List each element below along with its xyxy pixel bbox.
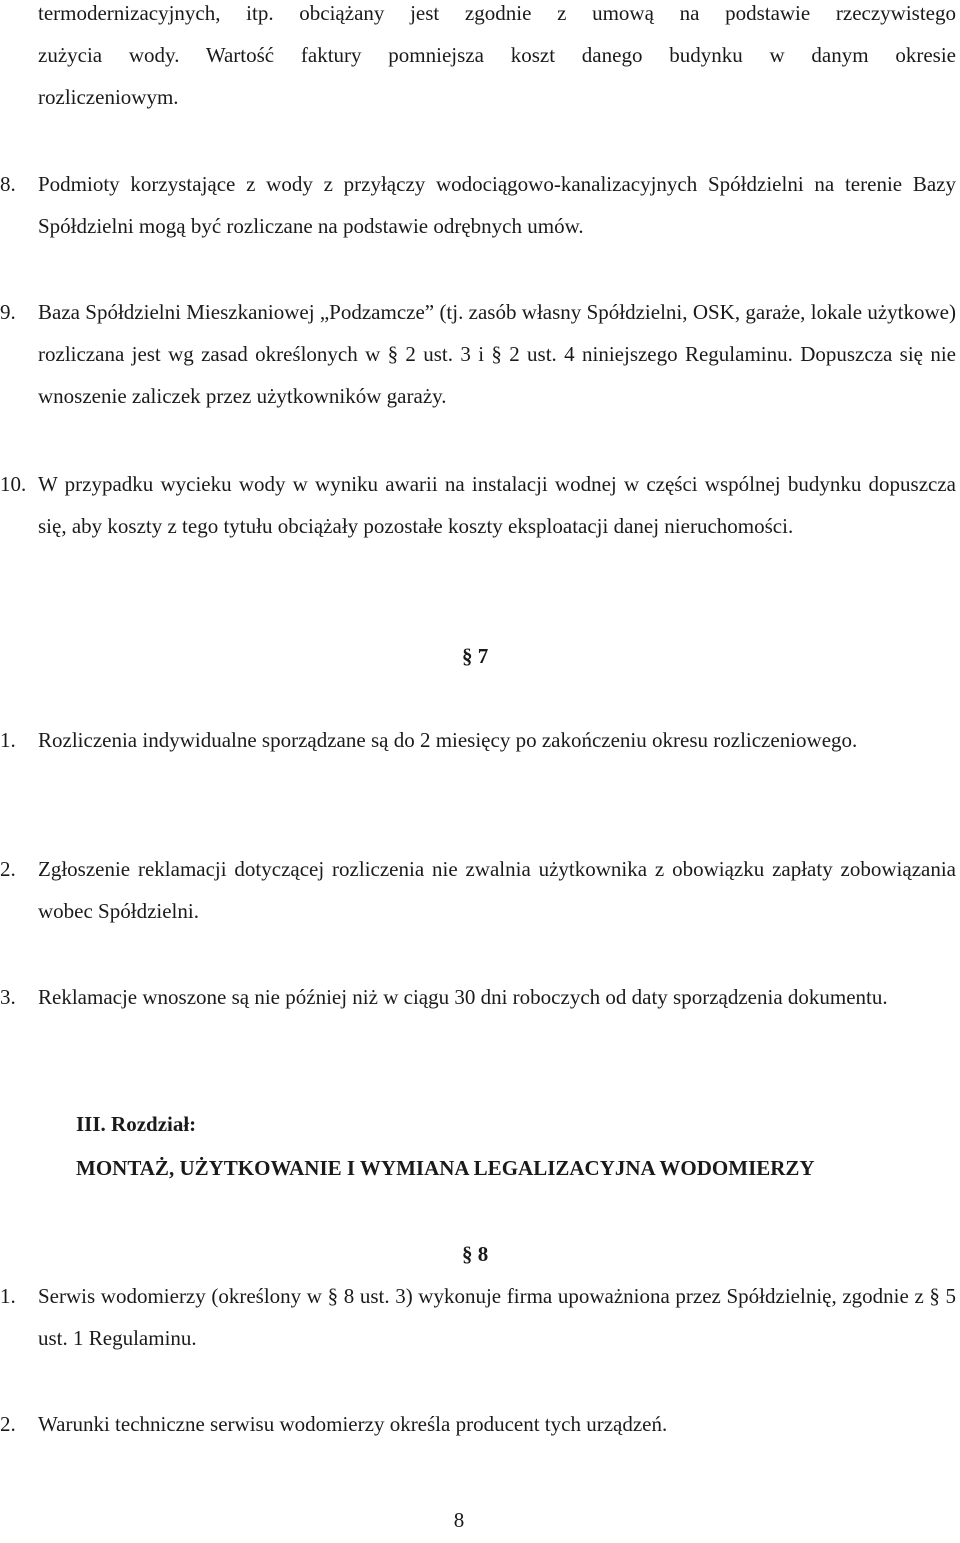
list-item-9 xyxy=(0,291,956,417)
list-item-number: 1. xyxy=(0,1284,16,1308)
list-item-number: 2. xyxy=(0,1412,16,1436)
list-item-text: Zgłoszenie reklamacji dotyczącej rozliczenia nie zwalnia użytkownika z obowiązku zapłaty zobowiązania wobec Spółdzielni. xyxy=(38,857,956,923)
list-item-number: 10. xyxy=(0,472,27,496)
list-item-text: W przypadku wycieku wody w wyniku awarii na instalacji wodnej w części wspólnej budynku dopuszcza się, aby koszty z tego tytułu obciążały pozostałe koszty eksploatacji danej nieruchomości. xyxy=(38,472,956,538)
list-item-number: 1. xyxy=(0,728,16,752)
list-item-text: Reklamacje wnoszone są nie później niż w ciągu 30 dni roboczych od daty sporządzenia dokumentu. xyxy=(38,985,888,1009)
list-item-8 xyxy=(0,163,956,247)
section-7-heading: § 7 xyxy=(462,644,489,668)
intro-paragraph xyxy=(38,0,956,118)
list-item-number: 3. xyxy=(0,985,16,1009)
s8-list-item-1 xyxy=(0,1275,956,1359)
list-item-text: Baza Spółdzielni Mieszkaniowej „Podzamcze” (tj. zasób własny Spółdzielni, OSK, garaże, lokale użytkowe) rozliczana jest wg zasad określonych w § 2 ust. 3 i § 2 ust. 4 niniejszego Regulaminu. Dopuszcza się nie wnoszenie zaliczek przez użytkowników garaży. xyxy=(38,300,956,408)
list-item-text: Warunki techniczne serwisu wodomierzy określa producent tych urządzeń. xyxy=(38,1412,668,1436)
list-item-10 xyxy=(0,463,956,547)
chapter-label xyxy=(76,1112,196,1137)
s7-list-item-3 xyxy=(0,976,956,1018)
list-item-number: 8. xyxy=(0,172,16,196)
intro-line-2: zużycia wody. Wartość faktury pomniejsza koszt danego budynku w danym okresie xyxy=(38,43,956,67)
chapter-number: III. xyxy=(76,1112,106,1136)
intro-line-3: rozliczeniowym. xyxy=(38,85,179,109)
list-item-number: 2. xyxy=(0,857,16,881)
chapter-title: MONTAŻ, UŻYTKOWANIE I WYMIANA LEGALIZACYJNA WODOMIERZY xyxy=(76,1156,815,1180)
list-item-text: Serwis wodomierzy (określony w § 8 ust. 3) wykonuje firma upoważniona przez Spółdzielnię, zgodnie z § 5 ust. 1 Regulaminu. xyxy=(38,1284,956,1350)
list-item-text: Podmioty korzystające z wody z przyłączy wodociągowo-kanalizacyjnych Spółdzielni na terenie Bazy Spółdzielni mogą być rozliczane na podstawie odrębnych umów. xyxy=(38,172,956,238)
list-item-text: Rozliczenia indywidualne sporządzane są do 2 miesięcy po zakończeniu okresu rozliczeniowego. xyxy=(38,728,858,752)
page-number: 8 xyxy=(453,1508,465,1532)
s7-list-item-1 xyxy=(0,719,956,761)
intro-line-1: termodernizacyjnych, itp. obciążany jest zgodnie z umową na podstawie rzeczywistego xyxy=(38,1,956,25)
list-item-number: 9. xyxy=(0,300,16,324)
s7-list-item-2 xyxy=(0,848,956,932)
chapter-word: Rozdział: xyxy=(111,1112,197,1136)
section-8-heading: § 8 xyxy=(462,1242,489,1266)
s8-list-item-2 xyxy=(0,1403,956,1445)
